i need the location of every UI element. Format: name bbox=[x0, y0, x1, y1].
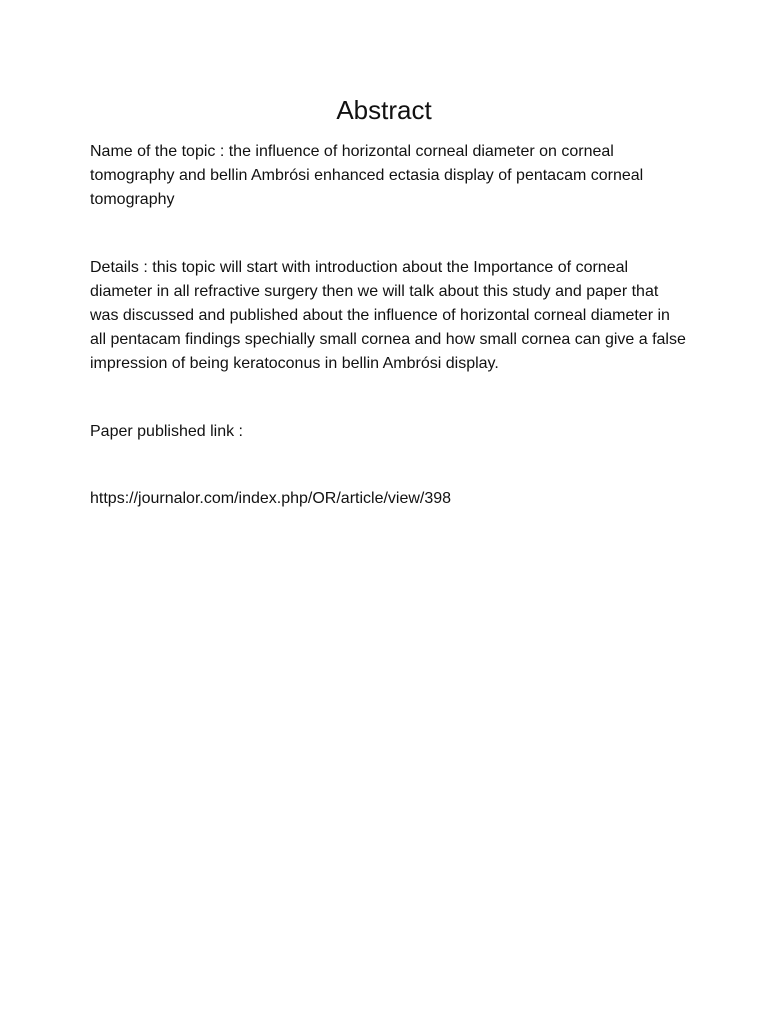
details-paragraph: Details : this topic will start with introduction about the Importance of corneal diameter in all refractive surgery then we will talk about this study and paper that was discussed and published about the influence of horizontal corneal diameter in all pentacam findings spechially small cornea and how small cornea can give a false impression of being keratoconus in bellin Ambrósi display. bbox=[90, 259, 686, 372]
page-title: Abstract bbox=[336, 95, 432, 125]
paper-link[interactable]: https://journalor.com/index.php/OR/article/view/398 bbox=[90, 490, 452, 507]
link-label: Paper published link : bbox=[90, 423, 243, 440]
topic-paragraph: Name of the topic : the influence of horizontal corneal diameter on corneal tomography and bellin Ambrósi enhanced ectasia display of pentacam corneal tomography bbox=[90, 143, 644, 208]
